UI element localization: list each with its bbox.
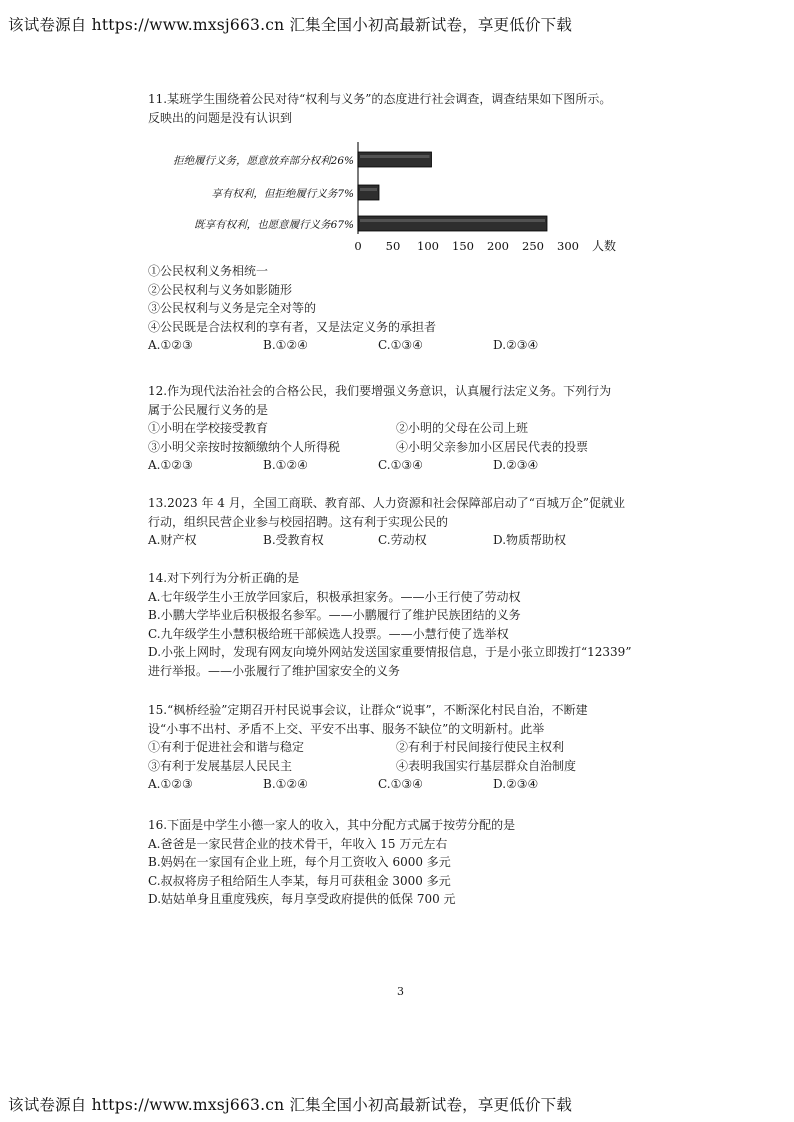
question-11-stem xyxy=(148,90,688,127)
q11-item-4: ④公民既是合法权利的享有者，又是法定义务的承担者 xyxy=(148,319,437,334)
q15-option-c[interactable]: C.①③④ xyxy=(378,777,423,791)
q13-option-b[interactable]: B.受教育权 xyxy=(263,533,324,547)
q13-option-c[interactable]: C.劳动权 xyxy=(378,533,427,547)
page-number: 3 xyxy=(397,985,404,998)
q11-options xyxy=(148,336,688,355)
q11-bar-chart xyxy=(148,138,648,256)
q11-option-a[interactable]: A.①②③ xyxy=(148,338,193,352)
q11-option-d[interactable]: D.②③④ xyxy=(493,338,539,352)
chart-bar-highlight-2 xyxy=(360,188,377,191)
q11-item-1: ①公民权利义务相统一 xyxy=(148,264,269,278)
q11-option-c[interactable]: C.①③④ xyxy=(378,338,423,352)
q15-stem-line-2: 设“小事不出村、矛盾不上交、平安不出事、服务不缺位”的文明新村。此举 xyxy=(148,721,545,736)
q15-items-row-2 xyxy=(148,757,688,776)
q12-items-row-1 xyxy=(148,419,688,438)
q16-stem: 16.下面是中学生小德一家人的收入，其中分配方式属于按劳分配的是 xyxy=(148,818,516,832)
q15-items-row-1 xyxy=(148,738,688,757)
q12-item-4: ④小明父亲参加小区居民代表的投票 xyxy=(396,439,589,454)
q12-option-b[interactable]: B.①②④ xyxy=(263,458,308,472)
chart-x-tick-label-250: 250 xyxy=(522,239,544,253)
q14-option-d-line-2: 进行举报。——小张履行了维护国家安全的义务 xyxy=(148,663,401,678)
watermark-slogan: 汇集全国小初高最新试卷，享更低价下载 xyxy=(289,16,573,34)
chart-bar-highlight-3 xyxy=(360,219,545,222)
q15-item-4: ④表明我国实行基层群众自治制度 xyxy=(396,758,577,773)
chart-x-tick-label-50: 50 xyxy=(385,239,401,253)
q13-options xyxy=(148,531,688,550)
chart-x-tick-label-300: 300 xyxy=(557,239,579,253)
q15-stem-line-1: 15.“枫桥经验”定期召开村民说事会议，让群众“说事”，不断深化村民自治，不断建 xyxy=(148,703,588,717)
watermark-url[interactable]: https://www.mxsj663.cn xyxy=(91,16,285,34)
q13-stem-line-2: 行动，组织民营企业参与校园招聘。这有利于实现公民的 xyxy=(148,514,449,529)
q14-option-a[interactable]: A.七年级学生小王放学回家后，积极承担家务。——小王行使了劳动权 xyxy=(148,589,521,604)
watermark-footer xyxy=(8,1093,572,1115)
chart-category-label-1: 拒绝履行义务，愿意放弃部分权利26% xyxy=(173,155,354,167)
chart-bar-3 xyxy=(358,216,547,231)
watermark-source-label: 该试卷源自 xyxy=(8,1096,87,1114)
q16-option-b[interactable]: B.妈妈在一家国有企业上班，每个月工资收入 6000 多元 xyxy=(148,855,451,869)
chart-bar-highlight-1 xyxy=(360,155,430,158)
chart-bar-1 xyxy=(358,152,432,167)
q13-stem-line-1: 13.2023 年 4 月，全国工商联、教育部、人力资源和社会保障部启动了“百城万企”促就业 xyxy=(148,496,625,510)
q16-option-d[interactable]: D.姑姑单身且重度残疾，每月享受政府提供的低保 700 元 xyxy=(148,892,456,906)
q12-stem-line-2: 属于公民履行义务的是 xyxy=(148,402,269,417)
q15-options xyxy=(148,775,688,794)
q11-option-b[interactable]: B.①②④ xyxy=(263,338,308,352)
q12-item-1: ①小明在学校接受教育 xyxy=(148,421,269,435)
question-16 xyxy=(148,816,688,909)
q14-option-d-line-1[interactable]: D.小张上网时，发现有网友向境外网站发送国家重要情报信息，于是小张立即拨打“12339” xyxy=(148,645,632,659)
q13-option-a[interactable]: A.财产权 xyxy=(148,533,197,547)
q12-option-a[interactable]: A.①②③ xyxy=(148,458,193,472)
q15-option-b[interactable]: B.①②④ xyxy=(263,777,308,791)
q11-item-2: ②公民权利与义务如影随形 xyxy=(148,282,293,297)
chart-x-tick-label-100: 100 xyxy=(417,239,439,253)
watermark-url[interactable]: https://www.mxsj663.cn xyxy=(91,1096,285,1114)
q12-option-c[interactable]: C.①③④ xyxy=(378,458,423,472)
q11-stem-line-2: 反映出的问题是没有认识到 xyxy=(148,110,293,125)
q15-item-3: ③有利于发展基层人民民主 xyxy=(148,758,293,773)
chart-x-tick-label-0: 0 xyxy=(354,239,362,253)
chart-x-tick-label-200: 200 xyxy=(487,239,509,253)
q13-option-d[interactable]: D.物质帮助权 xyxy=(493,533,567,547)
chart-x-tick-label-150: 150 xyxy=(452,239,474,253)
q11-stem-line-1: 11.某班学生围绕着公民对待“权利与义务”的态度进行社会调查，调查结果如下图所示。 xyxy=(148,92,612,106)
q14-stem: 14.对下列行为分析正确的是 xyxy=(148,571,300,585)
q14-option-b[interactable]: B.小鹏大学毕业后积极报名参军。——小鹏履行了维护民族团结的义务 xyxy=(148,608,521,622)
watermark-source-label: 该试卷源自 xyxy=(8,16,87,34)
watermark-slogan: 汇集全国小初高最新试卷，享更低价下载 xyxy=(289,1096,573,1114)
q12-stem-line-1: 12.作为现代法治社会的合格公民，我们要增强义务意识，认真履行法定义务。下列行为 xyxy=(148,384,612,398)
question-13 xyxy=(148,494,688,550)
q12-options xyxy=(148,456,688,475)
question-12 xyxy=(148,382,688,475)
q11-item-3: ③公民权利与义务是完全对等的 xyxy=(148,301,317,315)
question-14 xyxy=(148,569,688,680)
q15-item-1: ①有利于促进社会和谐与稳定 xyxy=(148,740,305,754)
q15-option-d[interactable]: D.②③④ xyxy=(493,777,539,791)
q16-option-a[interactable]: A.爸爸是一家民营企业的技术骨干，年收入 15 万元左右 xyxy=(148,836,448,851)
q12-items-row-2 xyxy=(148,438,688,457)
q14-option-c[interactable]: C.九年级学生小慧积极给班干部候选人投票。——小慧行使了选举权 xyxy=(148,626,509,641)
chart-x-axis-label: 人数 xyxy=(592,239,617,253)
chart-category-label-3: 既享有权利，也愿意履行义务67% xyxy=(194,219,354,231)
chart-bar-2 xyxy=(358,185,379,200)
watermark-header xyxy=(8,13,572,35)
question-15 xyxy=(148,701,688,794)
q12-option-d[interactable]: D.②③④ xyxy=(493,458,539,472)
question-11-body xyxy=(148,262,688,355)
q12-item-2: ②小明的父母在公司上班 xyxy=(396,421,529,435)
q16-option-c[interactable]: C.叔叔将房子租给陌生人李某，每月可获租金 3000 多元 xyxy=(148,873,451,888)
q15-item-2: ②有利于村民间接行使民主权利 xyxy=(396,740,565,754)
chart-category-label-2: 享有权利，但拒绝履行义务7% xyxy=(211,188,354,200)
q15-option-a[interactable]: A.①②③ xyxy=(148,777,193,791)
q12-item-3: ③小明父亲按时按额缴纳个人所得税 xyxy=(148,439,341,454)
